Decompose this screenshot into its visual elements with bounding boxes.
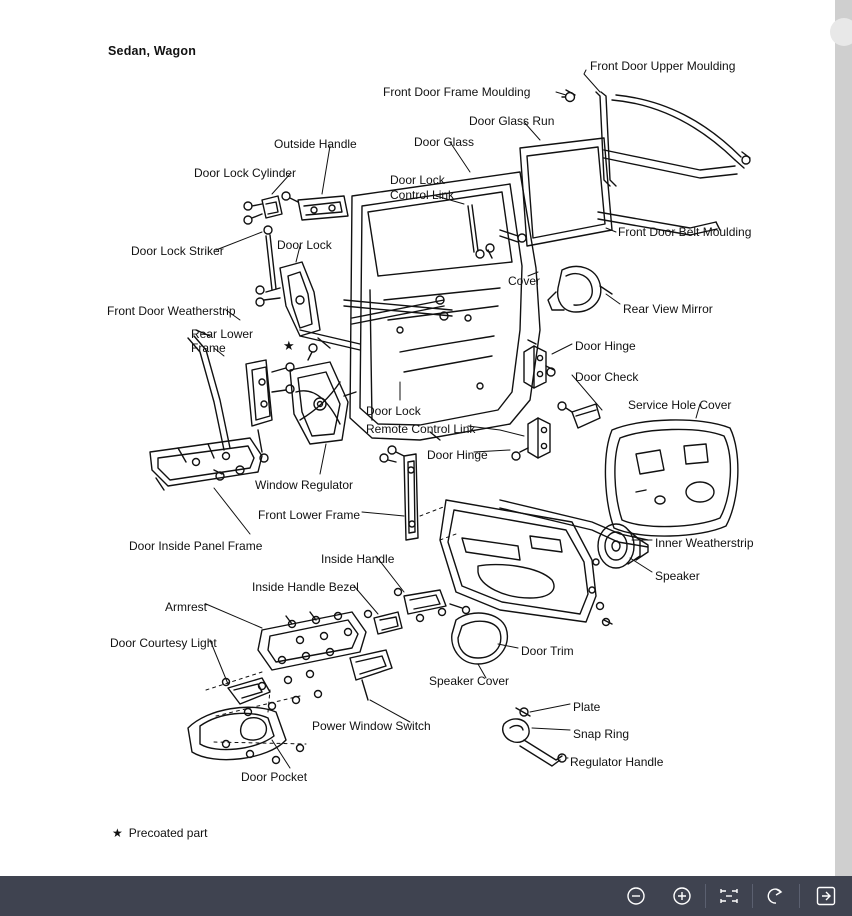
- label-door-check: Door Check: [575, 370, 639, 384]
- label-door-courtesy-light: Door Courtesy Light: [110, 636, 217, 650]
- label-door-lock-remote-control-link-line1: Door Lock: [366, 404, 421, 418]
- label-door-lock-remote-control-link-line2: Remote Control Link: [366, 422, 476, 436]
- label-inside-handle: Inside Handle: [321, 552, 395, 566]
- label-cover: Cover: [508, 274, 541, 288]
- label-front-door-frame-moulding: Front Door Frame Moulding: [383, 85, 531, 99]
- label-speaker-cover: Speaker Cover: [429, 674, 510, 688]
- label-armrest: Armrest: [165, 600, 207, 614]
- label-inner-weatherstrip: Inner Weatherstrip: [655, 536, 754, 550]
- label-front-door-weatherstrip: Front Door Weatherstrip: [107, 304, 236, 318]
- label-inside-handle-bezel: Inside Handle Bezel: [252, 580, 359, 594]
- label-speaker: Speaker: [655, 569, 700, 583]
- precoated-part-footnote: [112, 826, 207, 840]
- label-door-hinge-lower: Door Hinge: [427, 448, 488, 462]
- label-snap-ring: Snap Ring: [573, 727, 630, 741]
- rotate-icon[interactable]: [753, 876, 799, 916]
- footnote-text: Precoated part: [128, 826, 208, 840]
- label-front-door-upper-moulding: Front Door Upper Moulding: [590, 59, 736, 73]
- label-power-window-switch: Power Window Switch: [312, 719, 431, 733]
- diagram-title: Sedan, Wagon: [108, 44, 197, 58]
- zoom-out-icon[interactable]: [613, 876, 659, 916]
- fit-to-screen-icon[interactable]: [706, 876, 752, 916]
- label-front-door-belt-moulding: Front Door Belt Moulding: [618, 225, 752, 239]
- label-rear-lower-frame-line1: Rear Lower: [191, 327, 254, 341]
- label-door-lock-control-link-line2: Control Link: [390, 188, 455, 202]
- label-window-regulator: Window Regulator: [255, 478, 354, 492]
- label-outside-handle: Outside Handle: [274, 137, 357, 151]
- viewer-toolbar: [0, 876, 852, 916]
- toolbar-controls: [613, 876, 852, 916]
- label-door-lock-cylinder: Door Lock Cylinder: [194, 166, 297, 180]
- label-rear-lower-frame-line2: Frame: [191, 341, 226, 355]
- label-door-trim: Door Trim: [521, 644, 574, 658]
- label-door-pocket: Door Pocket: [241, 770, 308, 784]
- label-door-glass-run: Door Glass Run: [469, 114, 555, 128]
- page-scroll-gutter[interactable]: [835, 0, 852, 876]
- label-door-glass: Door Glass: [414, 135, 475, 149]
- label-plate: Plate: [573, 700, 601, 714]
- open-fullscreen-icon[interactable]: [800, 876, 852, 916]
- label-door-inside-panel-frame: Door Inside Panel Frame: [129, 539, 263, 553]
- label-door-lock: Door Lock: [277, 238, 332, 252]
- label-door-lock-control-link-line1: Door Lock: [390, 173, 445, 187]
- scroll-thumb[interactable]: [830, 18, 852, 46]
- label-service-hole-cover: Service Hole Cover: [628, 398, 732, 412]
- label-regulator-handle: Regulator Handle: [570, 755, 664, 769]
- label-rear-view-mirror: Rear View Mirror: [623, 302, 713, 316]
- precoated-part-marker: ★: [283, 338, 295, 353]
- label-front-lower-frame: Front Lower Frame: [258, 508, 361, 522]
- star-icon: ★: [112, 826, 123, 840]
- label-door-lock-striker: Door Lock Striker: [131, 244, 224, 258]
- zoom-in-icon[interactable]: [659, 876, 705, 916]
- label-door-hinge-upper: Door Hinge: [575, 339, 636, 353]
